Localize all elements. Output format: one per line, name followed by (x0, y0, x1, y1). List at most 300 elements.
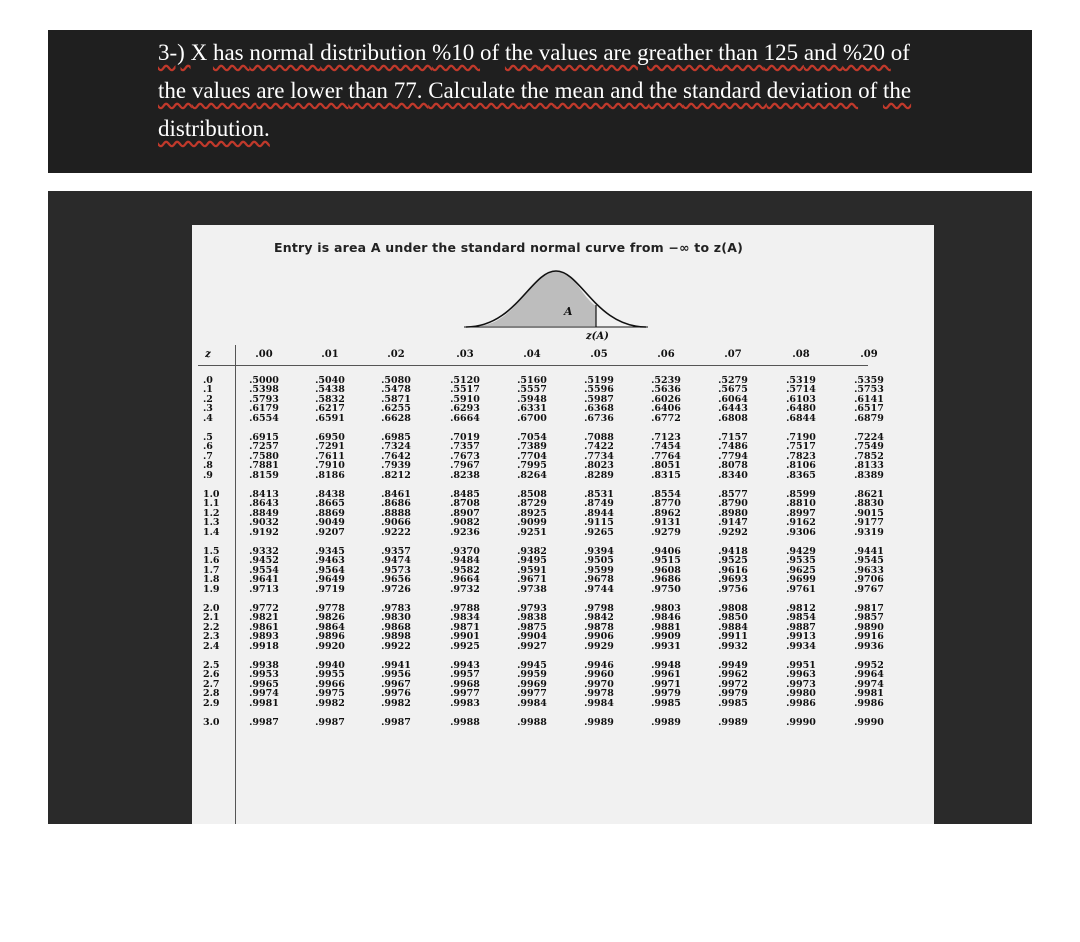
table-cell: .9495 (517, 555, 547, 567)
table-cell: .8810 (786, 498, 816, 510)
z-column-header: z (205, 349, 211, 360)
table-cell: .9985 (718, 697, 748, 709)
table-cell: .9713 (249, 583, 279, 595)
table-cell: .8289 (584, 469, 614, 481)
table-cell: .8830 (854, 498, 884, 510)
table-cell: .7549 (854, 441, 884, 453)
table-cell: .6293 (450, 403, 480, 415)
table-cell: .6879 (854, 412, 884, 424)
table-cell: .6141 (854, 393, 884, 405)
table-cell: .9761 (786, 583, 816, 595)
table-cell: .9778 (315, 603, 345, 614)
table-cell: .9756 (718, 583, 748, 595)
table-cell: .8023 (584, 460, 614, 472)
table-cell: .9693 (718, 574, 748, 586)
table-cell: .7088 (584, 432, 614, 443)
table-cell: .9726 (381, 583, 411, 595)
table-cell: .5596 (584, 384, 614, 396)
table-cell: .9878 (584, 621, 614, 633)
table-cell: .9948 (651, 660, 681, 671)
table-cell: .9982 (315, 697, 345, 709)
table-cell: .9960 (584, 669, 614, 681)
table-cell: .9842 (584, 612, 614, 624)
table-cell: .9394 (584, 546, 614, 557)
table-cell: .9986 (786, 697, 816, 709)
table-cell: .9251 (517, 526, 547, 538)
table-cell: .9956 (381, 669, 411, 681)
table-cell: .9854 (786, 612, 816, 624)
table-cell: .7611 (315, 450, 345, 462)
table-cell: .8665 (315, 498, 345, 510)
table-cell: .9788 (450, 603, 480, 614)
table-cell: .7324 (381, 441, 411, 453)
table-cell: .6103 (786, 393, 816, 405)
z-value: 2.0 (203, 603, 220, 614)
table-cell: .7673 (450, 450, 480, 462)
table-cell: .9896 (315, 631, 345, 643)
table-cell: .9968 (450, 678, 480, 690)
table-cell: .9115 (584, 517, 614, 529)
table-cell: .5359 (854, 375, 884, 386)
question-block (48, 30, 1032, 173)
table-cell: .9177 (854, 517, 884, 529)
table-cell: .9554 (249, 564, 279, 576)
table-cell: .7054 (517, 432, 547, 443)
table-cell: .9772 (249, 603, 279, 614)
table-cell: .6406 (651, 403, 681, 415)
table-cell: .5557 (517, 384, 547, 396)
table-cell: .9793 (517, 603, 547, 614)
table-cell: .8159 (249, 469, 279, 481)
table-cell: .6985 (381, 432, 411, 443)
table-cell: .8925 (517, 507, 547, 519)
normal-table-panel (48, 191, 1032, 824)
table-cell: .9049 (315, 517, 345, 529)
table-cell: .5120 (450, 375, 480, 386)
table-cell: .9946 (584, 660, 614, 671)
header-rule (198, 365, 868, 366)
table-cell: .9963 (786, 669, 816, 681)
table-cell: .8554 (651, 489, 681, 500)
table-cell: .8461 (381, 489, 411, 500)
column-header: .06 (657, 349, 675, 360)
table-cell: .6772 (651, 412, 681, 424)
table-cell: .8686 (381, 498, 411, 510)
table-cell: .8708 (450, 498, 480, 510)
table-cell: .9767 (854, 583, 884, 595)
table-cell: .9649 (315, 574, 345, 586)
table-cell: .6808 (718, 412, 748, 424)
table-cell: .5040 (315, 375, 345, 386)
table-cell: .9719 (315, 583, 345, 595)
table-cell: .9484 (450, 555, 480, 567)
table-cell: .9987 (315, 717, 345, 728)
table-cell: .6480 (786, 403, 816, 415)
table-cell: .9974 (854, 678, 884, 690)
table-cell: .6664 (450, 412, 480, 424)
table-cell: .5832 (315, 393, 345, 405)
table-cell: .9429 (786, 546, 816, 557)
table-cell: .6844 (786, 412, 816, 424)
table-cell: .7291 (315, 441, 345, 453)
table-cell: .9406 (651, 546, 681, 557)
column-header: .08 (792, 349, 810, 360)
table-cell: .8869 (315, 507, 345, 519)
table-cell: .9032 (249, 517, 279, 529)
table-cell: .8485 (450, 489, 480, 500)
z-value: 2.5 (203, 660, 220, 671)
table-cell: .6950 (315, 432, 345, 443)
table-cell: .7995 (517, 460, 547, 472)
z-value: 2.6 (203, 669, 220, 681)
table-cell: .8577 (718, 489, 748, 500)
table-cell: .9706 (854, 574, 884, 586)
table-cell: .9984 (584, 697, 614, 709)
table-cell: .9986 (854, 697, 884, 709)
table-cell: .9192 (249, 526, 279, 538)
table-cell: .8944 (584, 507, 614, 519)
table-cell: .9990 (854, 717, 884, 728)
table-cell: .9983 (450, 697, 480, 709)
table-cell: .9441 (854, 546, 884, 557)
table-cell: .9957 (450, 669, 480, 681)
table-cell: .9861 (249, 621, 279, 633)
table-cell: .9904 (517, 631, 547, 643)
table-cell: .5753 (854, 384, 884, 396)
table-cell: .9750 (651, 583, 681, 595)
table-cell: .9982 (381, 697, 411, 709)
table-cell: .6255 (381, 403, 411, 415)
table-cell: .9977 (517, 688, 547, 700)
table-cell: .6700 (517, 412, 547, 424)
table-cell: .8621 (854, 489, 884, 500)
table-cell: .9936 (854, 640, 884, 652)
table-cell: .5319 (786, 375, 816, 386)
table-cell: .8729 (517, 498, 547, 510)
table-cell: .9972 (718, 678, 748, 690)
column-header: .00 (255, 349, 273, 360)
table-cell: .9370 (450, 546, 480, 557)
table-cell: .5160 (517, 375, 547, 386)
z-table (48, 191, 1032, 824)
z-value: .2 (203, 393, 213, 405)
table-cell: .5871 (381, 393, 411, 405)
table-cell: .8212 (381, 469, 411, 481)
table-cell: .9599 (584, 564, 614, 576)
table-cell: .8770 (651, 498, 681, 510)
table-cell: .9975 (315, 688, 345, 700)
table-cell: .6331 (517, 403, 547, 415)
table-cell: .7939 (381, 460, 411, 472)
column-header: .03 (456, 349, 474, 360)
table-cell: .9817 (854, 603, 884, 614)
table-cell: .9066 (381, 517, 411, 529)
table-cell: .9664 (450, 574, 480, 586)
z-value: 3.0 (203, 717, 220, 728)
table-cell: .9573 (381, 564, 411, 576)
table-cell: .9357 (381, 546, 411, 557)
table-cell: .9207 (315, 526, 345, 538)
z-value: 1.8 (203, 574, 220, 586)
table-cell: .5000 (249, 375, 279, 386)
table-cell: .9319 (854, 526, 884, 538)
table-cell: .7454 (651, 441, 681, 453)
table-cell: .9976 (381, 688, 411, 700)
table-cell: .9641 (249, 574, 279, 586)
table-cell: .8186 (315, 469, 345, 481)
table-cell: .5948 (517, 393, 547, 405)
table-cell: .8389 (854, 469, 884, 481)
table-cell: .7257 (249, 441, 279, 453)
table-cell: .8531 (584, 489, 614, 500)
table-cell: .9382 (517, 546, 547, 557)
table-cell: .9985 (651, 697, 681, 709)
table-cell: .9979 (718, 688, 748, 700)
table-cell: .7157 (718, 432, 748, 443)
table-cell: .7357 (450, 441, 480, 453)
table-cell: .9474 (381, 555, 411, 567)
table-cell: .9608 (651, 564, 681, 576)
table-cell: .9922 (381, 640, 411, 652)
table-cell: .8508 (517, 489, 547, 500)
z-value: .5 (203, 432, 213, 443)
table-cell: .9515 (651, 555, 681, 567)
table-cell: .9265 (584, 526, 614, 538)
table-cell: .9989 (718, 717, 748, 728)
table-cell: .8413 (249, 489, 279, 500)
z-value: .0 (203, 375, 213, 386)
column-header: .01 (321, 349, 339, 360)
table-cell: .7517 (786, 441, 816, 453)
table-cell: .8980 (718, 507, 748, 519)
table-cell: .9941 (381, 660, 411, 671)
table-cell: .9783 (381, 603, 411, 614)
table-cell: .6026 (651, 393, 681, 405)
table-cell: .5517 (450, 384, 480, 396)
table-cell: .8962 (651, 507, 681, 519)
table-cell: .8997 (786, 507, 816, 519)
table-cell: .9945 (517, 660, 547, 671)
table-cell: .7734 (584, 450, 614, 462)
table-cell: .9984 (517, 697, 547, 709)
table-cell: .5987 (584, 393, 614, 405)
table-cell: .9463 (315, 555, 345, 567)
table-cell: .9082 (450, 517, 480, 529)
table-cell: .9893 (249, 631, 279, 643)
table-caption: Entry is area A under the standard normal curve from −∞ to z(A) (274, 240, 743, 255)
z-value: .7 (203, 450, 213, 462)
table-cell: .9965 (249, 678, 279, 690)
table-cell: .9929 (584, 640, 614, 652)
table-cell: .8749 (584, 498, 614, 510)
column-header: .05 (590, 349, 608, 360)
z-value: 1.9 (203, 583, 220, 595)
table-cell: .7704 (517, 450, 547, 462)
table-cell: .9978 (584, 688, 614, 700)
z-value: 1.0 (203, 489, 220, 500)
z-value: 2.7 (203, 678, 220, 690)
table-cell: .9979 (651, 688, 681, 700)
z-value: .6 (203, 441, 213, 453)
table-cell: .9452 (249, 555, 279, 567)
z-value: 1.5 (203, 546, 220, 557)
z-value: .1 (203, 384, 213, 396)
table-cell: .8340 (718, 469, 748, 481)
table-cell: .5080 (381, 375, 411, 386)
table-cell: .8078 (718, 460, 748, 472)
column-header: .09 (860, 349, 878, 360)
table-cell: .9909 (651, 631, 681, 643)
table-cell: .9938 (249, 660, 279, 671)
z-value: .4 (203, 412, 213, 424)
table-cell: .9633 (854, 564, 884, 576)
table-cell: .8365 (786, 469, 816, 481)
table-cell: .8438 (315, 489, 345, 500)
z-value: .9 (203, 469, 213, 481)
table-cell: .8133 (854, 460, 884, 472)
table-cell: .9616 (718, 564, 748, 576)
table-cell: .9744 (584, 583, 614, 595)
table-cell: .9871 (450, 621, 480, 633)
table-cell: .9535 (786, 555, 816, 567)
table-cell: .6179 (249, 403, 279, 415)
table-cell: .8315 (651, 469, 681, 481)
table-cell: .7823 (786, 450, 816, 462)
table-cell: .9989 (584, 717, 614, 728)
table-cell: .9306 (786, 526, 816, 538)
table-cell: .9808 (718, 603, 748, 614)
table-cell: .5438 (315, 384, 345, 396)
table-cell: .9969 (517, 678, 547, 690)
table-cell: .6736 (584, 412, 614, 424)
table-cell: .7019 (450, 432, 480, 443)
table-cell: .7910 (315, 460, 345, 472)
table-cell: .9898 (381, 631, 411, 643)
table-cell: .6368 (584, 403, 614, 415)
table-cell: .8849 (249, 507, 279, 519)
table-cell: .8051 (651, 460, 681, 472)
table-cell: .9279 (651, 526, 681, 538)
table-cell: .9934 (786, 640, 816, 652)
table-cell: .9846 (651, 612, 681, 624)
table-cell: .9591 (517, 564, 547, 576)
table-cell: .9292 (718, 526, 748, 538)
table-cell: .9890 (854, 621, 884, 633)
table-cell: .9967 (381, 678, 411, 690)
table-cell: .5398 (249, 384, 279, 396)
table-cell: .9826 (315, 612, 345, 624)
z-label: z(A) (586, 331, 609, 341)
table-cell: .9884 (718, 621, 748, 633)
table-cell: .6554 (249, 412, 279, 424)
table-cell: .9981 (249, 697, 279, 709)
table-cell: .9966 (315, 678, 345, 690)
table-cell: .9834 (450, 612, 480, 624)
z-value: .3 (203, 403, 213, 415)
table-cell: .9236 (450, 526, 480, 538)
table-cell: .5793 (249, 393, 279, 405)
table-cell: .7764 (651, 450, 681, 462)
table-cell: .9973 (786, 678, 816, 690)
table-cell: .9678 (584, 574, 614, 586)
table-cell: .7486 (718, 441, 748, 453)
table-cell: .9955 (315, 669, 345, 681)
table-cell: .9916 (854, 631, 884, 643)
table-cell: .9959 (517, 669, 547, 681)
table-cell: .9961 (651, 669, 681, 681)
column-header: .02 (387, 349, 405, 360)
table-cell: .9564 (315, 564, 345, 576)
z-value: 2.8 (203, 688, 220, 700)
table-cell: .7389 (517, 441, 547, 453)
table-cell: .9015 (854, 507, 884, 519)
table-cell: .5636 (651, 384, 681, 396)
table-cell: .7224 (854, 432, 884, 443)
table-cell: .5675 (718, 384, 748, 396)
table-cell: .9989 (651, 717, 681, 728)
table-cell: .6064 (718, 393, 748, 405)
table-cell: .9918 (249, 640, 279, 652)
question-text: 3-) X has normal distribution %10 of the values are greather than 125 and %20 of the values are lower than 77. Calculate the mean and the standard deviation of the distribution. (158, 40, 912, 141)
table-cell: .6443 (718, 403, 748, 415)
table-cell: .9821 (249, 612, 279, 624)
table-cell: .5199 (584, 375, 614, 386)
table-cell: .7967 (450, 460, 480, 472)
table-cell: .9964 (854, 669, 884, 681)
table-cell: .9970 (584, 678, 614, 690)
table-cell: .5910 (450, 393, 480, 405)
table-cell: .8643 (249, 498, 279, 510)
table-cell: .9147 (718, 517, 748, 529)
table-cell: .9864 (315, 621, 345, 633)
table-cell: .7642 (381, 450, 411, 462)
table-cell: .6517 (854, 403, 884, 415)
table-cell: .9940 (315, 660, 345, 671)
table-cell: .8907 (450, 507, 480, 519)
table-cell: .9906 (584, 631, 614, 643)
table-cell: .9953 (249, 669, 279, 681)
table-cell: .9875 (517, 621, 547, 633)
table-cell: .9971 (651, 678, 681, 690)
table-cell: .8264 (517, 469, 547, 481)
table-cell: .7123 (651, 432, 681, 443)
table-cell: .9699 (786, 574, 816, 586)
table-cell: .9850 (718, 612, 748, 624)
table-cell: .7852 (854, 450, 884, 462)
table-cell: .9798 (584, 603, 614, 614)
table-cell: .9582 (450, 564, 480, 576)
table-cell: .9911 (718, 631, 748, 643)
table-cell: .9162 (786, 517, 816, 529)
z-value: .8 (203, 460, 213, 472)
z-value: 1.6 (203, 555, 220, 567)
z-value: 1.4 (203, 526, 220, 538)
table-cell: .9977 (450, 688, 480, 700)
table-cell: .7881 (249, 460, 279, 472)
table-cell: .6591 (315, 412, 345, 424)
table-cell: .9868 (381, 621, 411, 633)
table-cell: .9932 (718, 640, 748, 652)
z-value: 2.1 (203, 612, 220, 624)
column-header: .04 (523, 349, 541, 360)
table-cell: .9943 (450, 660, 480, 671)
table-cell: .9980 (786, 688, 816, 700)
table-cell: .9990 (786, 717, 816, 728)
table-cell: .9525 (718, 555, 748, 567)
z-value: 2.9 (203, 697, 220, 709)
table-cell: .9686 (651, 574, 681, 586)
table-cell: .8888 (381, 507, 411, 519)
